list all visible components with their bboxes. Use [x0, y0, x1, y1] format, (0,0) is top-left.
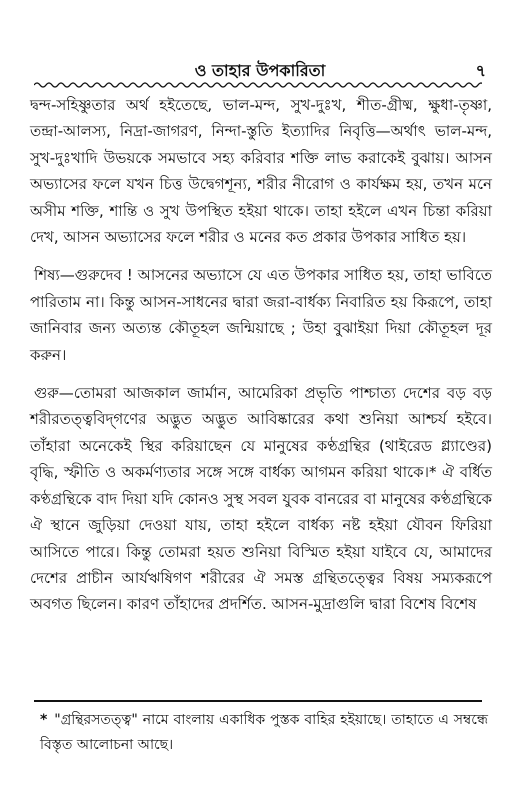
footnote-divider	[34, 700, 482, 702]
footnote	[40, 708, 488, 758]
wavy-header-rule	[34, 80, 482, 90]
page-number: ৭	[475, 61, 486, 80]
footnote-mark: *	[40, 712, 48, 728]
footnote-text: "গ্রন্থিরসতত্ত্ব" নামে বাংলায় একাধিক পুস্তক বাহির হইয়াছে। তাহাতে এ সম্বন্ধে বিস্তৃত আলোচনা আছে।	[40, 712, 489, 753]
paragraph-3: গুরু—তোমরা আজকাল জার্মান, আমেরিকা প্রভৃতি পাশ্চাত্য দেশের বড় বড় শরীরতত্ত্ববিদ্‌গণের অদ্ভুত অদ্ভুত আবিষ্কারের কথা শুনিয়া আশ্চর্য হইবে। তাঁহারা অনেকেই স্থির করিয়াছেন যে মানুষের কণ্ঠগ্রন্থির (থাইরেড গ্ল্যাণ্ডের) বৃদ্ধি, স্ফীতি ও অকর্মণ্যতার সঙ্গে সঙ্গে বার্ধক্য আগমন করিয়া থাকে।* ঐ বর্ধিত কণ্ঠগ্রন্থিকে বাদ দিয়া যদি কোনও সুস্থ সবল যুবক বানরের বা মানুষের কণ্ঠগ্রন্থিকে ঐ স্থানে জুড়িয়া দেওয়া যায়, তাহা হইলে বার্ধক্য নষ্ট হইয়া যৌবন ফিরিয়া আসিতে পারে। কিন্তু তোমরা হয়ত শুনিয়া বিস্মিত হইয়া যাইবে যে, আমাদের দেশের প্রাচীন আর্যঋষিগণ শরীরের ঐ সমস্ত গ্রন্থিতত্ত্বের বিষয় সম্যকরূপে অবগত ছিলেন। কারণ তাঁহাদের প্রদর্শিত. আসন-মুদ্রাগুলি দ্বারা বিশেষ বিশেষ	[30, 384, 492, 614]
paragraph-2: শিষ্য—গুরুদেব ! আসনের অভ্যাসে যে এত উপকার সাধিত হয়, তাহা ভাবিতে পারিতাম না। কিন্তু আসন-সাধনের দ্বারা জরা-বার্ধক্য নিবারিত হয় কিরূপে, তাহা জানিবার জন্য অত্যন্ত কৌতূহল জন্মিয়াছে ; উহা বুঝাইয়া দিয়া কৌতূহল দূর করুন।	[30, 266, 492, 364]
body-text	[30, 92, 492, 630]
paragraph-1: দ্বন্দ-সহিষ্ণুতার অর্থ হইতেছে, ভাল-মন্দ, সুখ-দুঃখ, শীত-গ্রীষ্ম, ক্ষুধা-তৃষ্ণা, তন্দ্রা-আলস্য, নিদ্রা-জাগরণ, নিন্দা-স্তুতি ইত্যাদির নিবৃত্তি—অর্থাৎ ভাল-মন্দ, সুখ-দুঃখাদি উভয়কে সমভাবে সহ্য করিবার শক্তি লাভ করাকেই বুঝায়। আসন অভ্যাসের ফলে যখন চিত্ত উদ্বেগশূন্য, শরীর নীরোগ ও কার্যক্ষম হয়, তখন মনে অসীম শক্তি, শান্তি ও সুখ উপস্থিত হইয়া থাকে। তাহা হইলে এখন চিন্তা করিয়া দেখ, আসন অভ্যাসের ফলে শরীর ও মনের কত প্রকার উপকার সাধিত হয়।	[30, 96, 492, 247]
running-title: ও তাহার উপকারিতা	[194, 61, 326, 80]
